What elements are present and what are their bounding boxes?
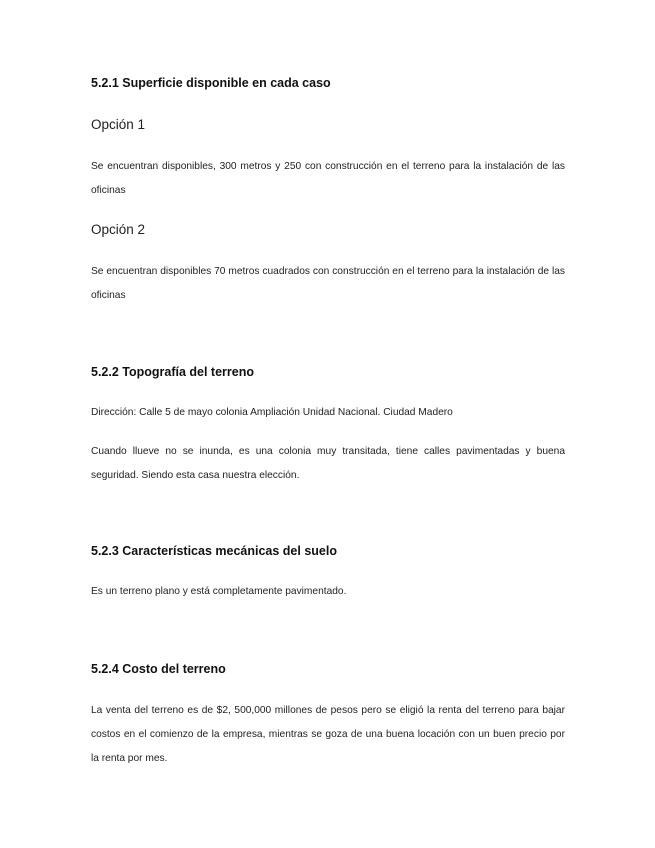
option-2-paragraph: Se encuentran disponibles 70 metros cuadrados con construcción en el terreno para la instalación de las oficinas — [91, 266, 565, 301]
option-2-title: Opción 2 — [91, 222, 146, 237]
section-5-2-3-heading: 5.2.3 Características mecánicas del suelo — [91, 544, 337, 558]
soil-characteristics-paragraph: Es un terreno plano y está completamente pavimentado. — [91, 586, 347, 597]
section-5-2-2-heading: 5.2.2 Topografía del terreno — [91, 365, 255, 379]
address-line: Dirección: Calle 5 de mayo colonia Ampliación Unidad Nacional. Ciudad Madero — [91, 407, 453, 418]
option-1-paragraph: Se encuentran disponibles, 300 metros y 250 con construcción en el terreno para la instalación de las oficinas — [91, 161, 565, 196]
section-5-2-4-heading: 5.2.4 Costo del terreno — [91, 662, 226, 676]
land-cost-paragraph: La venta del terreno es de $2, 500,000 millones de pesos pero se eligió la renta del terreno para bajar costos en el comienzo de la empresa, mientras se goza de una buena locación con un buen precio por la renta por mes. — [91, 705, 565, 764]
option-1-title: Opción 1 — [91, 117, 146, 132]
section-5-2-1-heading: 5.2.1 Superficie disponible en cada caso — [91, 76, 331, 90]
location-description-paragraph: Cuando llueve no se inunda, es una colonia muy transitada, tiene calles pavimentadas y buena seguridad. Siendo esta casa nuestra elección. — [91, 446, 565, 481]
